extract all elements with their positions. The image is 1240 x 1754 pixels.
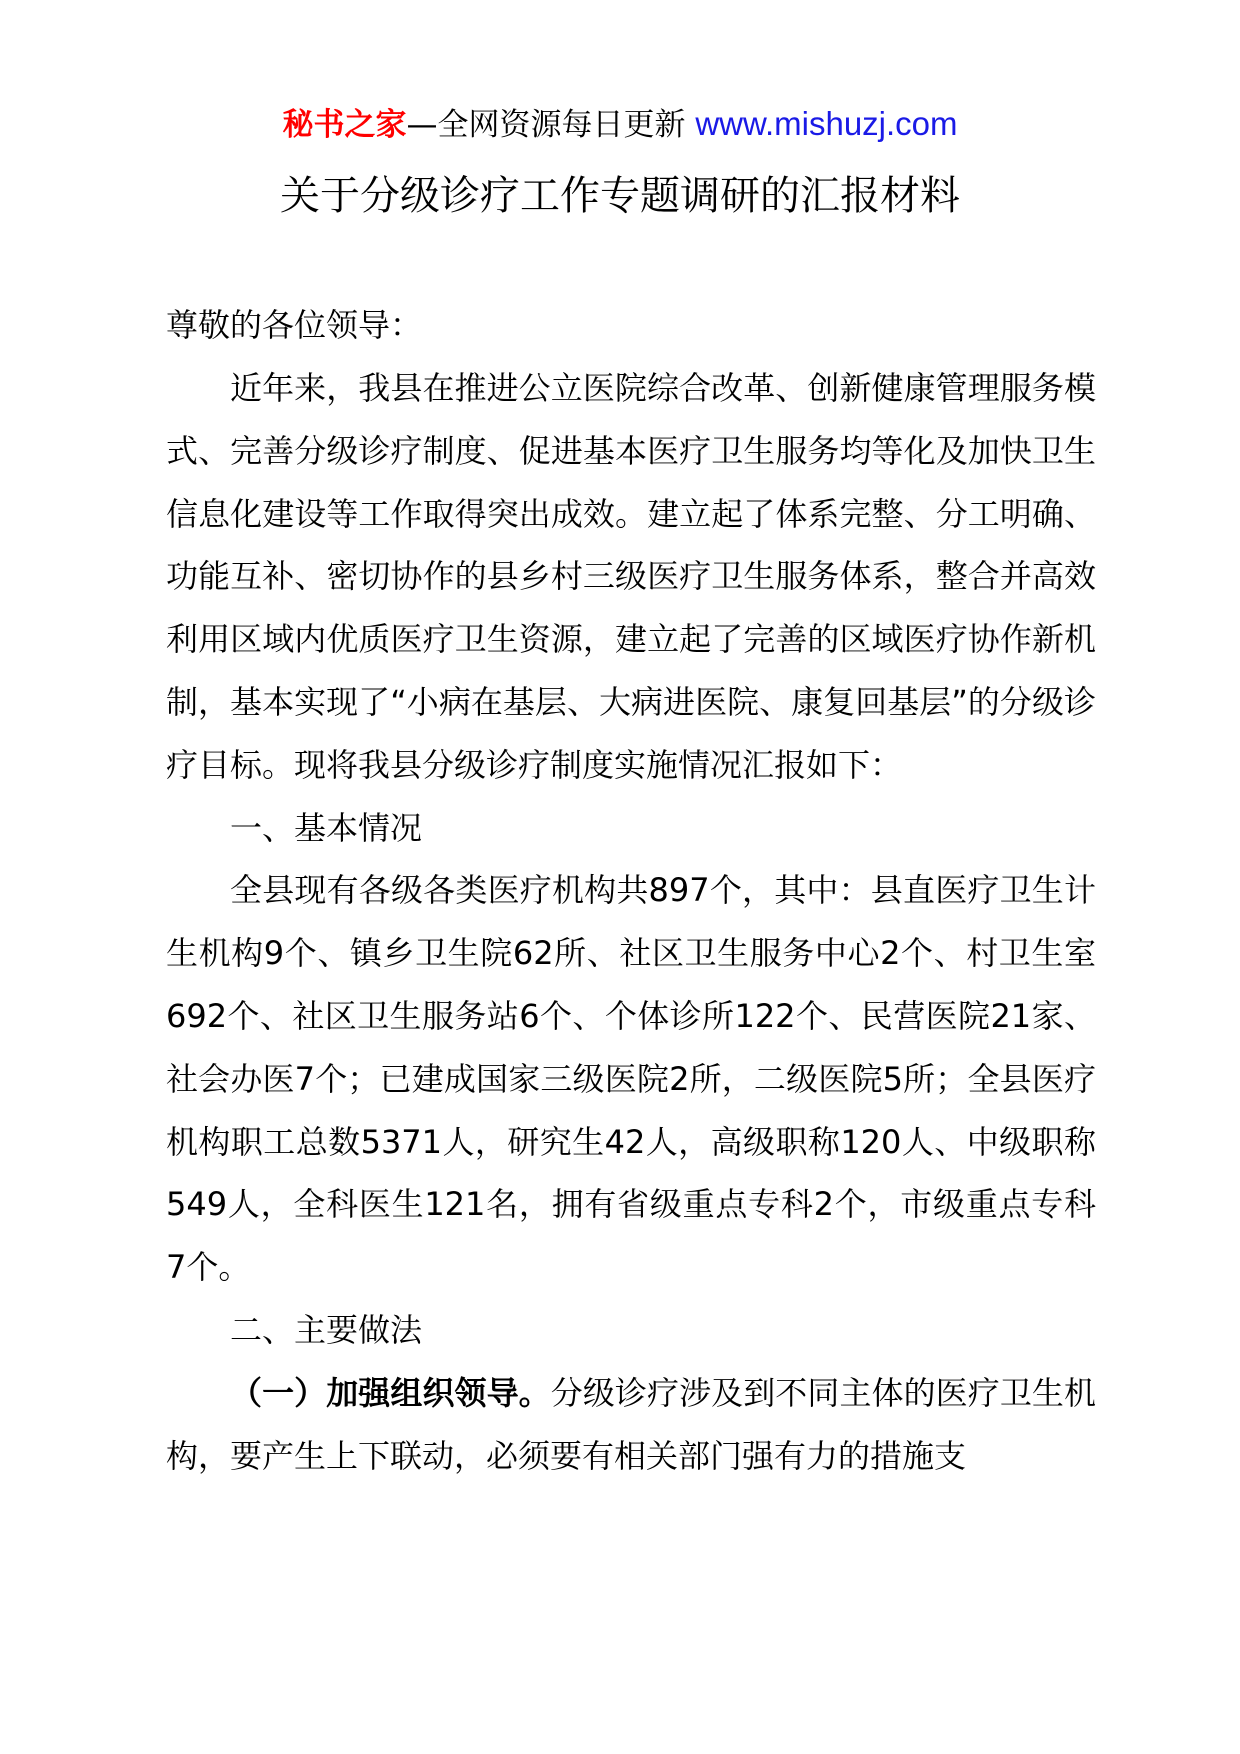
section-heading-basic: 一、基本情况 [230, 808, 423, 847]
intro-paragraph: 近年来，我县在推进公立医院综合改革、创新健康管理服务模式、完善分级诊疗制度、促进基本医疗卫生服务均等化及加快卫生信息化建设等工作取得突出成效。建立起了体系完整、分工明确、功能互补、密切协作的县乡村三级医疗卫生服务体系，整合并高效利用区域内优质医疗卫生资源，建立起了完善的区域医疗协作新机制，基本实现了“小病在基层、大病进医院、康复回基层”的分级诊疗目标。现将我县分级诊疗制度实施情况汇报如下： [166, 369, 1096, 784]
brand-name: 秘书之家 [282, 107, 407, 143]
subsection-text: 分级诊疗涉及到不同主体的医疗卫生机构，要产生上下联动，必须要有相关部门强有力的措施支 [166, 1373, 1096, 1475]
document-body [166, 357, 1096, 1487]
site-header [0, 102, 1240, 147]
basic-situation-text: 全县现有各级各类医疗机构共897个，其中：县直医疗卫生计生机构9个、镇乡卫生院62所、社区卫生服务中心2个、村卫生室692个、社区卫生服务站6个、个体诊所122个、民营医院21家、社会办医7个；已建成国家三级医院2所，二级医院5所；全县医疗机构职工总数5371人，研究生42人，高级职称120人、中级职称549人，全科医生121名，拥有省级重点专科2个，市级重点专科7个。 [166, 871, 1096, 1287]
subsection-heading: （一）加强组织领导。 [230, 1373, 551, 1412]
document-title: 关于分级诊疗工作专题调研的汇报材料 [280, 173, 960, 219]
methods-paragraph [166, 1362, 1096, 1488]
site-url-link[interactable]: www.mishuzj.com [695, 105, 958, 142]
basic-situation-paragraph [166, 859, 1096, 1299]
header-tagline: —全网资源每日更新 [406, 107, 686, 143]
section-heading-methods: 二、主要做法 [230, 1310, 423, 1349]
salutation: 尊敬的各位领导： [166, 306, 423, 344]
